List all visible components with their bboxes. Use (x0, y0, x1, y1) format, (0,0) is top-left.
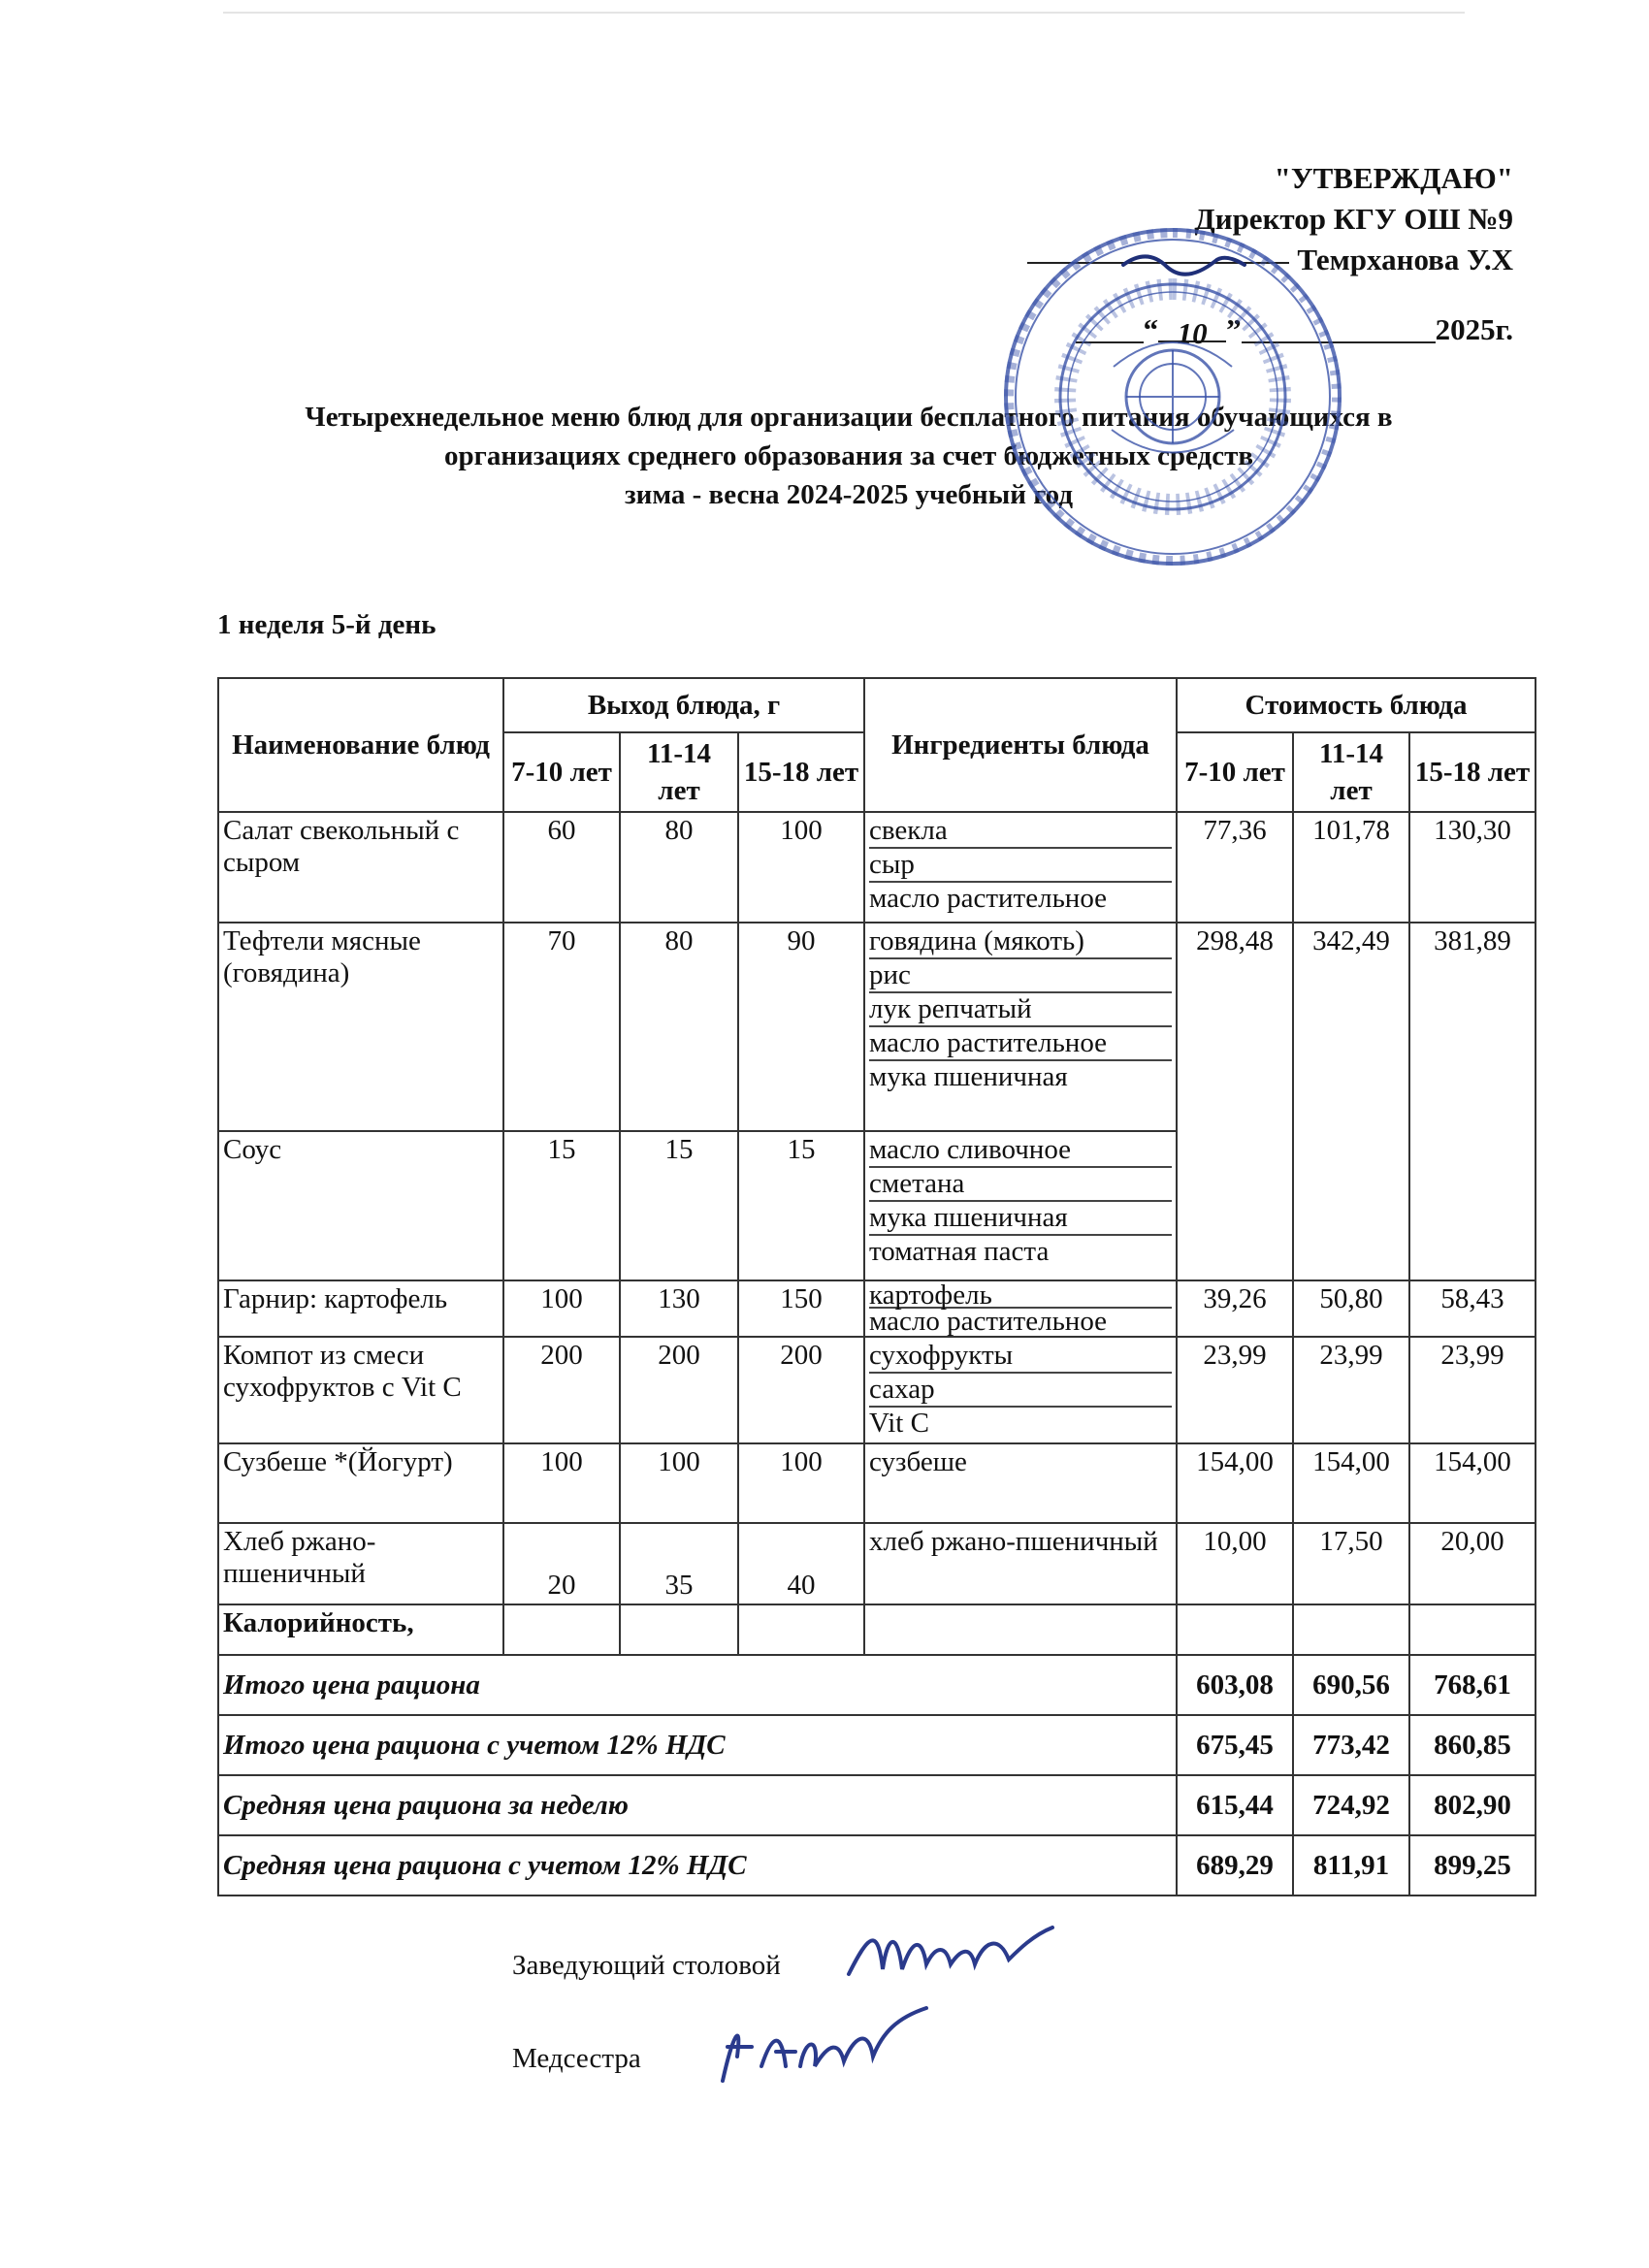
total-row (218, 1775, 1536, 1835)
cost-value: 154,00 (1409, 1443, 1536, 1523)
ingredient: сыр (869, 849, 1172, 883)
ingredient: мука пшеничная (869, 1202, 1172, 1236)
ingredient: Vit C (869, 1408, 929, 1439)
header-cost-age-15-18: 15-18 лет (1409, 732, 1536, 812)
cost-value: 10,00 (1177, 1523, 1293, 1604)
official-stamp (997, 221, 1348, 572)
yield-value: 80 (620, 923, 738, 1131)
table-row (218, 1337, 1536, 1443)
ingredient: хлеб ржано-пшеничный (869, 1526, 1158, 1557)
yield-value: 70 (503, 923, 620, 1131)
ingredient-list (864, 1131, 1177, 1280)
ingredient: томатная паста (869, 1236, 1050, 1267)
yield-value: 15 (620, 1131, 738, 1280)
total-label: Средняя цена рациона с учетом 12% НДС (218, 1835, 1177, 1895)
cost-value: 77,36 (1177, 812, 1293, 923)
cost-value: 298,48 (1177, 923, 1293, 1280)
ingredient: сузбеше (869, 1446, 967, 1477)
ingredient: сахар (869, 1374, 1172, 1408)
yield-value: 200 (738, 1337, 864, 1443)
yield-value: 35 (620, 1523, 738, 1604)
ingredient: картофель (869, 1283, 1172, 1309)
total-row (218, 1835, 1536, 1895)
yield-value: 100 (503, 1280, 620, 1337)
yield-value: 100 (620, 1443, 738, 1523)
total-value: 675,45 (1177, 1715, 1293, 1775)
ingredient-list (864, 1523, 1177, 1604)
cost-value: 23,99 (1293, 1337, 1409, 1443)
table-row (218, 923, 1536, 1131)
yield-value: 150 (738, 1280, 864, 1337)
ingredient-list (864, 923, 1177, 1131)
table-row (218, 812, 1536, 923)
yield-value: 100 (503, 1443, 620, 1523)
approval-director-name: Темрханова У.Х (1297, 243, 1513, 276)
yield-value: 60 (503, 812, 620, 923)
ingredient: сметана (869, 1168, 1172, 1202)
approval-year: 2025г. (1435, 312, 1513, 346)
total-value: 690,56 (1293, 1655, 1409, 1715)
canteen-head-signature (839, 1916, 1062, 2003)
yield-value: 40 (738, 1523, 864, 1604)
cost-value: 342,49 (1293, 923, 1409, 1280)
approval-day: 10 (1158, 313, 1226, 342)
header-yield-age-15-18: 15-18 лет (738, 732, 864, 812)
total-value: 615,44 (1177, 1775, 1293, 1835)
table-row (218, 1443, 1536, 1523)
yield-value: 200 (620, 1337, 738, 1443)
header-yield: Выход блюда, г (503, 678, 864, 732)
header-cost: Стоимость блюда (1177, 678, 1536, 732)
header-yield-age-11-14: 11-14 лет (620, 732, 738, 812)
cost-value: 101,78 (1293, 812, 1409, 923)
yield-value: 20 (503, 1523, 620, 1604)
approval-date: “ 10 ” 2025г. (1027, 309, 1513, 350)
nurse-label: Медсестра (512, 2043, 641, 2074)
total-value: 860,85 (1409, 1715, 1536, 1775)
dish-name: Сузбеше *(Йогурт) (218, 1443, 503, 1523)
dish-name: Хлеб ржано-пшеничный (218, 1523, 503, 1604)
header-dish-name: Наименование блюд (218, 678, 503, 812)
yield-value: 100 (738, 812, 864, 923)
ingredient: рис (869, 959, 1172, 993)
total-label: Средняя цена рациона за неделю (218, 1775, 1177, 1835)
canteen-head-label: Заведующий столовой (512, 1950, 781, 1981)
dish-name: Салат свекольный с сыром (218, 812, 503, 923)
scan-edge-line (223, 12, 1465, 14)
cost-value: 17,50 (1293, 1523, 1409, 1604)
yield-value: 100 (738, 1443, 864, 1523)
yield-value: 80 (620, 812, 738, 923)
ingredient: сухофрукты (869, 1340, 1172, 1374)
table-row (218, 1280, 1536, 1337)
total-row (218, 1715, 1536, 1775)
ingredient: лук репчатый (869, 993, 1172, 1027)
total-value: 603,08 (1177, 1655, 1293, 1715)
total-value: 768,61 (1409, 1655, 1536, 1715)
cost-value: 39,26 (1177, 1280, 1293, 1337)
total-row (218, 1655, 1536, 1715)
empty-cell (738, 1604, 864, 1655)
cost-value: 154,00 (1293, 1443, 1409, 1523)
cost-value: 130,30 (1409, 812, 1536, 923)
empty-cell (1409, 1604, 1536, 1655)
ingredient: масло сливочное (869, 1134, 1172, 1168)
yield-value: 15 (503, 1131, 620, 1280)
calorie-row (218, 1604, 1536, 1655)
cost-value: 20,00 (1409, 1523, 1536, 1604)
ingredient: масло растительное (869, 1027, 1172, 1061)
ingredient: мука пшеничная (869, 1061, 1068, 1092)
total-value: 724,92 (1293, 1775, 1409, 1835)
table-row (218, 1523, 1536, 1604)
header-yield-age-7-10: 7-10 лет (503, 732, 620, 812)
empty-cell (1177, 1604, 1293, 1655)
nurse-signature (708, 1998, 941, 2095)
yield-value: 130 (620, 1280, 738, 1337)
ingredient-list (864, 1443, 1177, 1523)
total-label: Итого цена рациона с учетом 12% НДС (218, 1715, 1177, 1775)
cost-value: 381,89 (1409, 923, 1536, 1280)
dish-name-cell (218, 1280, 503, 1337)
cost-value: 154,00 (1177, 1443, 1293, 1523)
dish-name: Компот из смеси сухофруктов с Vit C (218, 1337, 503, 1443)
title-line-2: организациях среднего образования за счет бюджетных средств (444, 440, 1253, 471)
empty-cell (620, 1604, 738, 1655)
dish-name: Тефтели мясные (говядина) (218, 923, 503, 1131)
total-value: 811,91 (1293, 1835, 1409, 1895)
empty-cell (503, 1604, 620, 1655)
total-value: 773,42 (1293, 1715, 1409, 1775)
dish-name: Соус (218, 1131, 503, 1280)
header-cost-age-7-10: 7-10 лет (1177, 732, 1293, 812)
dish-name: Гарнир: картофель (223, 1283, 448, 1314)
ingredient-list (864, 812, 1177, 923)
cost-value: 58,43 (1409, 1280, 1536, 1337)
total-value: 802,90 (1409, 1775, 1536, 1835)
title-line-3: зима - весна 2024-2025 учебный год (624, 479, 1074, 510)
ingredient-list (864, 1337, 1177, 1443)
total-value: 899,25 (1409, 1835, 1536, 1895)
ingredient: масло растительное (869, 1306, 1108, 1337)
menu-table (217, 677, 1536, 1896)
total-label: Итого цена рациона (218, 1655, 1177, 1715)
calorie-label: Калорийность, (218, 1604, 503, 1655)
ingredient: масло растительное (869, 883, 1108, 914)
approval-position: Директор КГУ ОШ №9 (1194, 202, 1513, 236)
yield-value: 200 (503, 1337, 620, 1443)
total-value: 689,29 (1177, 1835, 1293, 1895)
title-line-1: Четырехнедельное меню блюд для организации бесплатного питания обучающихся в (305, 402, 1393, 433)
ingredient-list (864, 1280, 1177, 1337)
empty-cell (1293, 1604, 1409, 1655)
cost-value: 23,99 (1177, 1337, 1293, 1443)
header-ingredients: Ингредиенты блюда (864, 678, 1177, 812)
cost-value: 50,80 (1293, 1280, 1409, 1337)
ingredient: говядина (мякоть) (869, 925, 1172, 959)
header-cost-age-11-14: 11-14 лет (1293, 732, 1409, 812)
week-day-label: 1 неделя 5-й день (217, 609, 436, 640)
yield-value: 15 (738, 1131, 864, 1280)
empty-cell (864, 1604, 1177, 1655)
cost-value: 23,99 (1409, 1337, 1536, 1443)
yield-value: 90 (738, 923, 864, 1131)
approval-heading: "УТВЕРЖДАЮ" (1274, 161, 1513, 195)
ingredient: свекла (869, 815, 1172, 849)
